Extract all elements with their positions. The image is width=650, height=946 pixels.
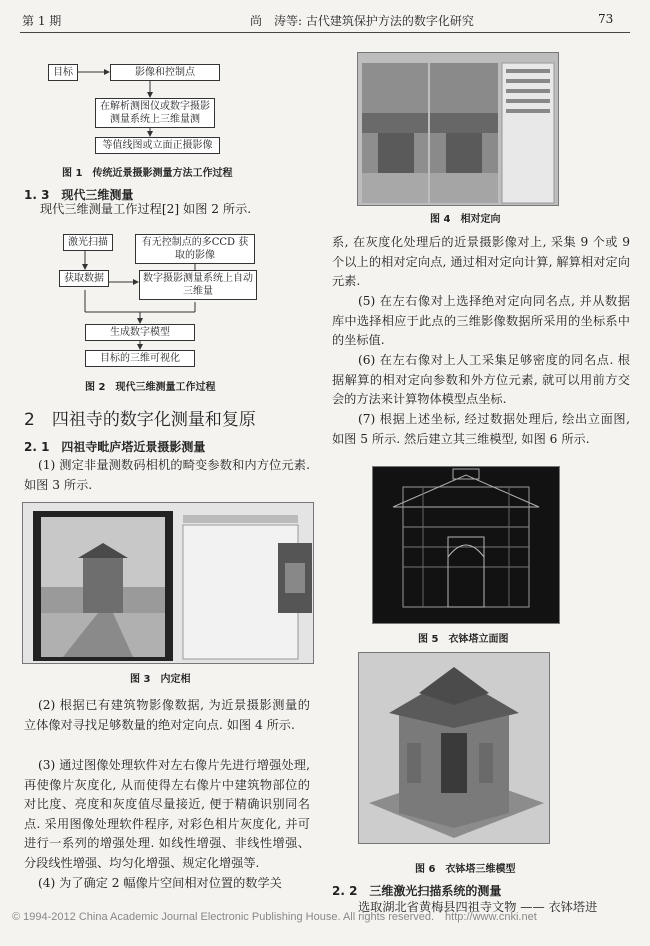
figure-6-drawing: [359, 653, 549, 843]
fig1-box-output: 等值线图或立面正摄影像: [95, 137, 220, 154]
figure-5-drawing: [373, 467, 559, 623]
figure-1: [40, 58, 280, 158]
section-1-3-heading: 1. 3 现代三维测量: [24, 188, 134, 202]
section-2-2-text: 选取湖北省黄梅县四祖寺文物 —— 衣钵塔进: [358, 900, 598, 914]
running-title: 尚 涛等: 古代建筑保护方法的数字化研究: [250, 14, 474, 28]
fig2-box-dps: 数字摄影测量系统上自动三维量: [139, 270, 257, 300]
left-para-2: (2) 根据已有建筑物影像数据, 为近景摄影测量的立体像对寻找足够数量的绝对定向点. 如图 4 所示.: [24, 698, 310, 732]
left-para-4: (4) 为了确定 2 幅像片空间相对位置的数学关: [38, 876, 282, 890]
fig2-box-model: 生成数字模型: [85, 324, 195, 341]
copyright-footer: © 1994-2012 China Academic Journal Electronic Publishing House. All rights reserved. http://www.cnki.net: [12, 911, 537, 923]
section-2-1-heading: 2. 1 四祖寺毗庐塔近景摄影测量: [24, 440, 206, 454]
section-1-3-text: 现代三维测量工作过程[2] 如图 2 所示.: [40, 202, 252, 216]
figure-4-image: [357, 52, 559, 206]
figure-2: [55, 232, 285, 372]
section-2-2-heading: 2. 2 三维激光扫描系统的测量: [332, 884, 502, 898]
figure-3-drawing: [23, 503, 313, 663]
right-para-7: (7) 根据上述坐标, 经过数据处理后, 绘出立面图, 如图 5 所示. 然后建立其三维模型, 如图 6 所示.: [332, 412, 630, 446]
header-rule: [20, 32, 630, 33]
section-2-heading: 2 四祖寺的数字化测量和复原: [24, 410, 256, 430]
right-para-4-cont: 系, 在灰度化处理后的近景摄影像对上, 采集 9 个或 9 个以上的相对定向点, 通过相对定向计算, 解算相对定向元素.: [332, 235, 630, 288]
fig4-caption: 图 4 相对定向: [430, 214, 501, 225]
fig1-box-images: 影像和控制点: [110, 64, 220, 81]
fig6-caption: 图 6 衣钵塔三维模型: [415, 864, 516, 875]
figure-5-image: [372, 466, 560, 624]
fig1-caption: 图 1 传统近景摄影测量方法工作过程: [62, 168, 233, 179]
section-2-1-para-1: (1) 测定非量测数码相机的畸变参数和内方位元素. 如图 3 所示.: [24, 458, 310, 492]
right-para-6: (6) 在左右像对上人工采集足够密度的同名点. 根据解算的相对定向参数和外方位元素, 就可以用前方交会的方法来计算物体模型点坐标.: [332, 353, 630, 406]
figure-6-image: [358, 652, 550, 844]
fig2-box-visual: 目标的三维可视化: [85, 350, 195, 367]
fig1-box-measure: 在解析测图仪或数字摄影测量系统上三维量测: [95, 98, 215, 128]
fig2-caption: 图 2 现代三维测量工作过程: [85, 382, 216, 393]
right-para-5: (5) 在左右像对上选择绝对定向同名点, 并从数据库中选择相应于此点的三维影像数据所采用的坐标系中的坐标值.: [332, 294, 630, 347]
fig2-box-ccd: 有无控制点的多CCD 获取的影像: [135, 234, 255, 264]
figure-3-image: [22, 502, 314, 664]
issue-label: 第 1 期: [22, 14, 62, 28]
fig5-caption: 图 5 衣钵塔立面图: [418, 634, 509, 645]
left-para-3: (3) 通过图像处理软件对左右像片先进行增强处理, 再使像片灰度化, 从而使得左右像片中建筑物部位的对比度、亮度和灰度值尽量接近, 便于精确识别同名点. 采用图像处理软件程序, 对彩色相片灰度化, 并可进行一系列的增强处理. 如线性增强、非线性增强、分段线性增强、均匀化增强、规定化增强等.: [24, 758, 310, 870]
fig3-caption: 图 3 内定相: [130, 674, 191, 685]
figure-4-drawing: [358, 53, 558, 205]
running-header: [0, 0, 650, 34]
fig2-box-acquire: 获取数据: [59, 270, 109, 287]
fig1-box-target: 目标: [48, 64, 78, 81]
fig2-box-laser: 激光扫描: [63, 234, 113, 251]
page-number: 73: [598, 12, 614, 26]
